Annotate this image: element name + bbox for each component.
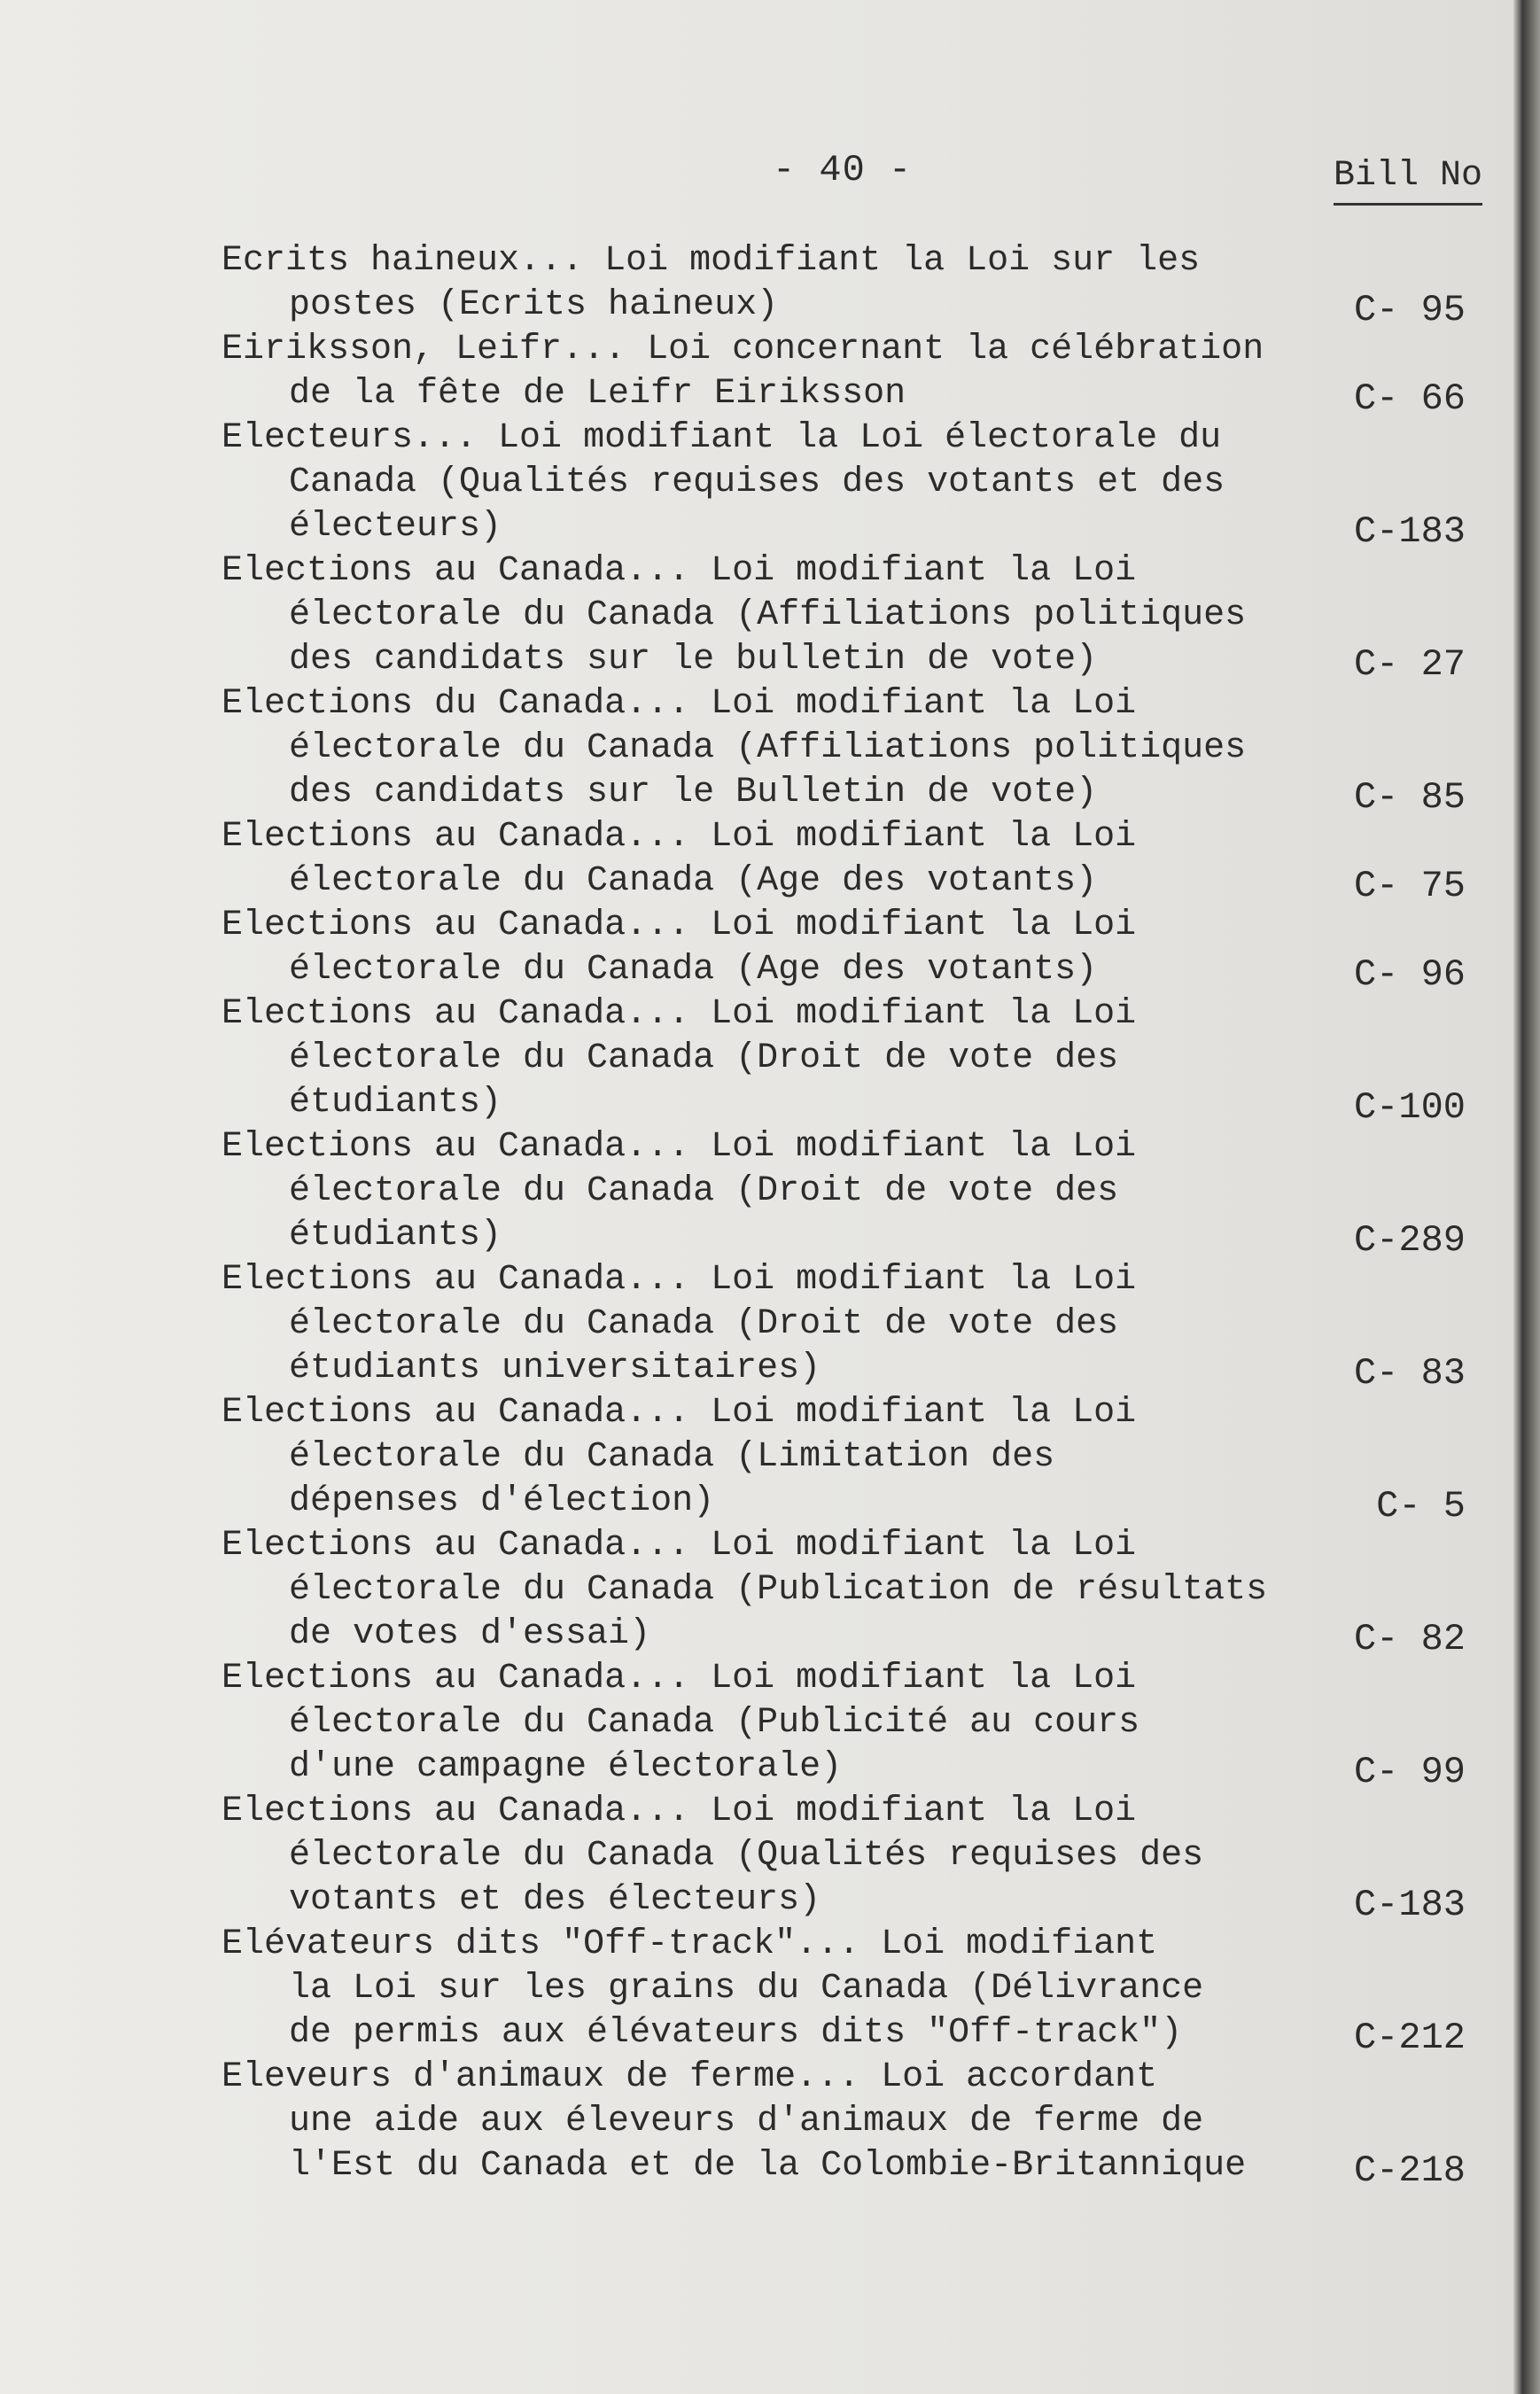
index-entry: [0, 904, 1540, 996]
index-entry: [0, 416, 1540, 553]
entry-continuation-line: des candidats sur le Bulletin de vote): [289, 773, 1098, 812]
entry-heading-line: Elévateurs dits "Off-track"... Loi modifiant: [222, 1924, 1158, 1964]
bill-number: C-218: [1353, 2149, 1466, 2192]
bill-number: C- 66: [1353, 377, 1466, 420]
bill-number: C- 83: [1353, 1352, 1466, 1395]
bill-number: C-183: [1353, 510, 1466, 553]
entry-continuation-line: électorale du Canada (Age des votants): [289, 861, 1098, 901]
entry-heading-line: Elections au Canada... Loi modifiant la Loi: [222, 1260, 1137, 1300]
bill-number: C- 27: [1353, 643, 1466, 686]
index-entry: [0, 1657, 1540, 1793]
bill-number: C- 99: [1353, 1751, 1466, 1793]
bill-number: C-100: [1353, 1086, 1466, 1129]
index-entry: [0, 1391, 1540, 1527]
index-entry: [0, 1790, 1540, 1926]
bill-number: C- 82: [1353, 1618, 1466, 1660]
entry-continuation-line: d'une campagne électorale): [289, 1747, 843, 1787]
index-entry: [0, 682, 1540, 819]
entry-continuation-line: étudiants universitaires): [289, 1349, 821, 1388]
bill-number-column-header: Bill No: [1334, 156, 1482, 206]
entry-continuation-line: de votes d'essai): [289, 1614, 651, 1654]
entry-continuation-line: l'Est du Canada et de la Colombie-Britannique: [289, 2146, 1247, 2186]
index-entry: [0, 992, 1540, 1129]
entry-continuation-line: postes (Ecrits haineux): [289, 285, 779, 325]
bill-number: C-212: [1353, 2017, 1466, 2059]
entry-heading-line: Eiriksson, Leifr... Loi concernant la célébration: [222, 330, 1264, 369]
entry-heading-line: Elections au Canada... Loi modifiant la Loi: [222, 994, 1137, 1034]
entry-continuation-line: étudiants): [289, 1216, 502, 1255]
bill-number: C- 95: [1353, 289, 1466, 331]
index-entry: [0, 549, 1540, 686]
entry-continuation-line: des candidats sur le bulletin de vote): [289, 640, 1098, 680]
entry-continuation-line: électorale du Canada (Affiliations politiques: [289, 728, 1247, 768]
entry-continuation-line: électorale du Canada (Qualités requises des: [289, 1836, 1204, 1876]
entry-continuation-line: électorale du Canada (Limitation des: [289, 1437, 1055, 1477]
entry-continuation-line: dépenses d'élection): [289, 1481, 715, 1521]
entry-continuation-line: de la fête de Leifr Eiriksson: [289, 374, 906, 414]
entry-heading-line: Eleveurs d'animaux de ferme... Loi accordant: [222, 2057, 1158, 2097]
index-entry: [0, 328, 1540, 420]
entry-continuation-line: électorale du Canada (Droit de vote des: [289, 1171, 1119, 1211]
entry-heading-line: Electeurs... Loi modifiant la Loi électorale du: [222, 418, 1222, 458]
index-entry: [0, 1524, 1540, 1660]
bill-number: C-183: [1353, 1884, 1466, 1926]
bill-number: C- 75: [1353, 865, 1466, 907]
entry-continuation-line: une aide aux éleveurs d'animaux de ferme de: [289, 2102, 1204, 2141]
bill-number: C- 85: [1353, 776, 1466, 819]
entry-heading-line: Elections au Canada... Loi modifiant la Loi: [222, 551, 1137, 591]
index-entry: [0, 815, 1540, 907]
entry-continuation-line: de permis aux élévateurs dits "Off-track"): [289, 2013, 1183, 2053]
entry-continuation-line: électorale du Canada (Affiliations politiques: [289, 595, 1247, 635]
entry-continuation-line: électorale du Canada (Age des votants): [289, 950, 1098, 990]
entry-heading-line: Elections au Canada... Loi modifiant la Loi: [222, 1526, 1137, 1566]
entry-heading-line: Elections au Canada... Loi modifiant la Loi: [222, 817, 1137, 857]
entry-heading-line: Elections au Canada... Loi modifiant la Loi: [222, 1127, 1137, 1167]
index-entry: [0, 2056, 1540, 2192]
entry-heading-line: Elections du Canada... Loi modifiant la Loi: [222, 684, 1137, 724]
entry-heading-line: Elections au Canada... Loi modifiant la Loi: [222, 1659, 1137, 1698]
bill-number: C-289: [1353, 1219, 1466, 1262]
index-entries: [0, 239, 1540, 2192]
entry-continuation-line: électeurs): [289, 507, 502, 547]
index-entry: [0, 239, 1540, 331]
entry-continuation-line: votants et des électeurs): [289, 1880, 821, 1920]
index-entry: [0, 1125, 1540, 1262]
index-entry: [0, 1923, 1540, 2059]
bill-number: C- 5: [1376, 1485, 1466, 1527]
entry-heading-line: Elections au Canada... Loi modifiant la Loi: [222, 1393, 1137, 1433]
entry-continuation-line: Canada (Qualités requises des votants et des: [289, 462, 1225, 502]
entry-continuation-line: électorale du Canada (Droit de vote des: [289, 1038, 1119, 1078]
entry-continuation-line: électorale du Canada (Publication de résultats: [289, 1570, 1268, 1610]
entry-continuation-line: étudiants): [289, 1083, 502, 1123]
entry-heading-line: Elections au Canada... Loi modifiant la Loi: [222, 906, 1137, 945]
entry-heading-line: Elections au Canada... Loi modifiant la Loi: [222, 1792, 1137, 1831]
bill-number: C- 96: [1353, 953, 1466, 996]
index-entry: [0, 1258, 1540, 1395]
entry-continuation-line: électorale du Canada (Droit de vote des: [289, 1304, 1119, 1344]
entry-continuation-line: la Loi sur les grains du Canada (Délivrance: [289, 1969, 1204, 2009]
entry-heading-line: Ecrits haineux... Loi modifiant la Loi sur les: [222, 241, 1201, 281]
page-number: - 40 -: [773, 149, 913, 191]
entry-continuation-line: électorale du Canada (Publicité au cours: [289, 1703, 1140, 1743]
